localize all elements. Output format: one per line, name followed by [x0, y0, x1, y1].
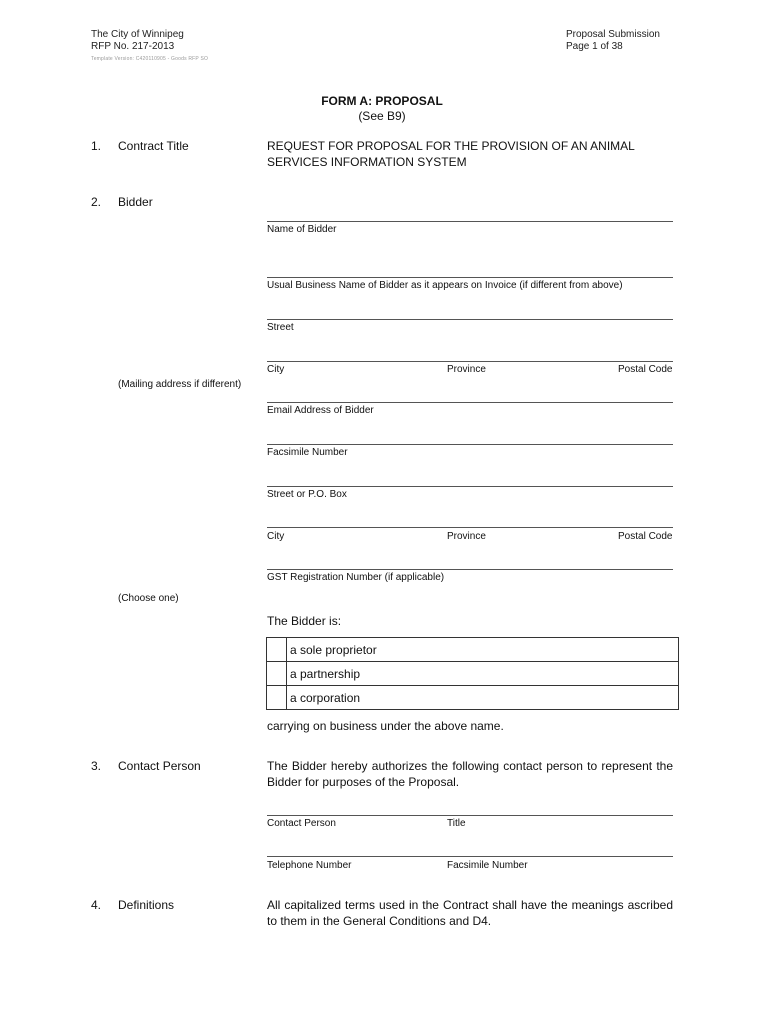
street-po-box-line[interactable] — [267, 486, 673, 487]
contract-title-line-2: SERVICES INFORMATION SYSTEM — [267, 155, 467, 169]
partnership-label: a partnership — [287, 662, 679, 686]
gst-caption: GST Registration Number (if applicable) — [267, 572, 445, 583]
partnership-checkbox[interactable] — [267, 662, 287, 686]
city-caption: City — [267, 364, 285, 375]
contract-title-label: Contract Title — [118, 139, 189, 153]
header-page-number: Page 1 of 38 — [566, 41, 623, 52]
mailing-address-note: (Mailing address if different) — [118, 379, 242, 390]
section-1-number: 1. — [91, 139, 102, 153]
bidder-is-label: The Bidder is: — [267, 614, 342, 628]
corporation-label: a corporation — [287, 686, 679, 710]
email-line[interactable] — [267, 402, 673, 403]
mailing-city-province-postal-line[interactable] — [267, 527, 673, 528]
bidder-type-table — [266, 637, 679, 710]
carrying-on-business-text: carrying on business under the above name. — [267, 719, 504, 733]
city-province-postal-line[interactable] — [267, 361, 673, 362]
corporation-checkbox[interactable] — [267, 686, 287, 710]
telephone-caption: Telephone Number — [267, 860, 352, 871]
province-caption: Province — [447, 364, 486, 375]
sole-proprietor-label: a sole proprietor — [287, 638, 679, 662]
facsimile-line[interactable] — [267, 444, 673, 445]
name-of-bidder-line[interactable] — [267, 221, 673, 222]
contact-person-caption: Contact Person — [267, 818, 336, 829]
header-proposal-submission: Proposal Submission — [566, 29, 660, 40]
contract-title-line-1: REQUEST FOR PROPOSAL FOR THE PROVISION OF AN ANIMAL — [267, 139, 635, 153]
contact-person-title-line[interactable] — [267, 815, 673, 816]
email-caption: Email Address of Bidder — [267, 405, 374, 416]
choose-one-note: (Choose one) — [118, 593, 179, 604]
contact-person-label: Contact Person — [118, 759, 201, 773]
title-caption: Title — [447, 818, 466, 829]
template-version: Template Version: C420110905 - Goods RFP SO — [91, 56, 209, 62]
street-po-box-caption: Street or P.O. Box — [267, 489, 347, 500]
mailing-postal-code-caption: Postal Code — [618, 531, 673, 542]
definitions-label: Definitions — [118, 898, 175, 912]
form-title: FORM A: PROPOSAL — [321, 94, 443, 108]
postal-code-caption: Postal Code — [618, 364, 673, 375]
bidder-type-row — [267, 662, 679, 686]
usual-business-name-caption: Usual Business Name of Bidder as it appears on Invoice (if different from above) — [267, 280, 623, 291]
telephone-facsimile-line[interactable] — [267, 856, 673, 857]
bidder-type-row — [267, 686, 679, 710]
bidder-type-row — [267, 638, 679, 662]
section-4-number: 4. — [91, 898, 102, 912]
contact-facsimile-caption: Facsimile Number — [447, 860, 528, 871]
section-3-number: 3. — [91, 759, 102, 773]
header-rfp-number: RFP No. 217-2013 — [91, 41, 175, 52]
street-line[interactable] — [267, 319, 673, 320]
header-city: The City of Winnipeg — [91, 29, 184, 40]
mailing-province-caption: Province — [447, 531, 486, 542]
sole-proprietor-checkbox[interactable] — [267, 638, 287, 662]
name-of-bidder-caption: Name of Bidder — [267, 224, 337, 235]
form-subtitle: (See B9) — [358, 109, 406, 123]
usual-business-name-line[interactable] — [267, 277, 673, 278]
section-2-number: 2. — [91, 195, 102, 209]
street-caption: Street — [267, 322, 294, 333]
gst-line[interactable] — [267, 569, 673, 570]
mailing-city-caption: City — [267, 531, 285, 542]
definitions-text: All capitalized terms used in the Contract shall have the meanings ascribed to them in the General Conditions and D4. — [267, 898, 673, 928]
facsimile-caption: Facsimile Number — [267, 447, 348, 458]
bidder-label: Bidder — [118, 195, 153, 209]
contact-authorization-text: The Bidder hereby authorizes the following contact person to represent the Bidder for purposes of the Proposal. — [267, 759, 673, 789]
